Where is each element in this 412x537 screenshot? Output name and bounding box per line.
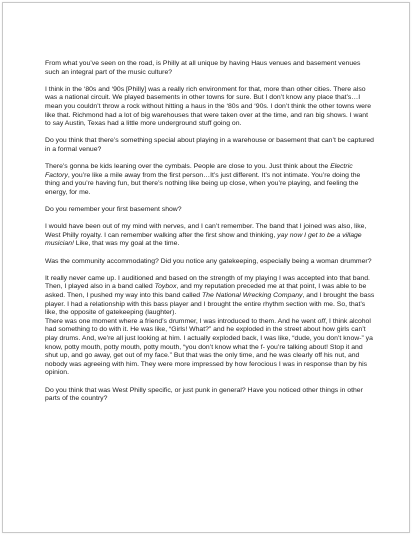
text-span: , I think alcohol had something to do with it. He was like, “Girls! What?” and he exploded in the street about how girls can’t play drums. And, we’re all just looking at him. I actually exploded back, I was like, “dude, you don’t know-” ya know, potty mouth, potty mouth, potty mouth, “you don’t know what the f- you’re talking about! Stop it and shut up, and go away, get out of my face.” But that was the only time, and he was clearly off his nut, and nobody was agreeing with him. They were more impressed by how ferocious I was in response than by his opinion.	[45, 317, 373, 377]
question-warehouse-basement: Do you think that there’s something special about playing in a warehouse or basement that can’t be captured in a formal venue?	[45, 137, 374, 153]
answer-friends-drummer	[45, 318, 375, 378]
text-span: , and my reputation preceded me at that point, I was able to be asked. Then, I pushed my way into this band called	[45, 283, 367, 300]
text-span: It really never came up. I auditioned and based on the strength of my playing I was accepted into that band. Then, I played also in a band called	[45, 274, 370, 291]
answer-never-came-up	[45, 275, 375, 318]
emphasis-off: off	[317, 317, 326, 325]
answer-80s-90s-environment: I think in the ‘80s and ‘90s [Philly] was a really rich environment for that, more than other cities. There also was a national circuit. We played basements in other towns for sure. But I don’t know any place that’s…I mean you couldn’t throw a rock without hitting a haus in the ‘80s and ‘90s. I don’t think the other towns were like that. Richmond had a lot of big warehouses that were taken over at the time, and ran big shows. I want to say Austin, Texas had a little more underground stuff going on.	[45, 85, 372, 128]
text-span: Like, that was my goal at the time.	[73, 240, 180, 248]
text-span: There’s gonna be kids leaning over the cymbals. People are close to you. Just think about the	[45, 163, 331, 171]
document-page	[2, 2, 410, 533]
question-gatekeeping: Was the community accommodating? Did you notice any gatekeeping, especially being a woman drummer?	[45, 257, 372, 265]
text-span: , you’re like a mile away from the first person…It’s just different. It’s not intimate. You’re doing the thing and you’re having fun, but there’s nothing like being up close, when you’re playing, and feeling the energy, for me.	[45, 171, 361, 196]
question-haus-venues: From what you’ve seen on the road, is Philly at all unique by having Haus venues and basement venues such an integral part of the music culture?	[45, 60, 361, 76]
answer-kids-cymbals	[45, 163, 375, 197]
document-body	[45, 60, 375, 412]
answer-nerves	[45, 223, 375, 249]
question-first-basement-show: Do you remember your first basement show?	[45, 206, 182, 214]
band-name-national-wrecking-company: The National Wrecking Company	[202, 292, 303, 300]
text-span: There was one moment where a friend’s drummer, I was introduced to them. And he went	[45, 317, 318, 325]
village-musician-quote: yay now I get to be a village musician!	[45, 231, 362, 248]
venue-name-electric-factory: Electric Factory	[45, 163, 353, 179]
text-span: , and I brought the bass player. I had a relationship with this bass player and I brought the entire rhythm section with me. So, that’s like, the opposite of gatekeeping (laughter).	[45, 292, 375, 317]
question-west-philly-specific: Do you think that was West Philly specific, or just punk in general? Have you noticed other things in other parts of the country?	[45, 386, 363, 403]
text-span: I would have been out of my mind with nerves, and I can’t remember. The band that I joined was also, like, West Philly royalty. I can remember walking after the first show and thinking,	[45, 223, 367, 239]
band-name-toybox: Toybox	[154, 283, 177, 291]
